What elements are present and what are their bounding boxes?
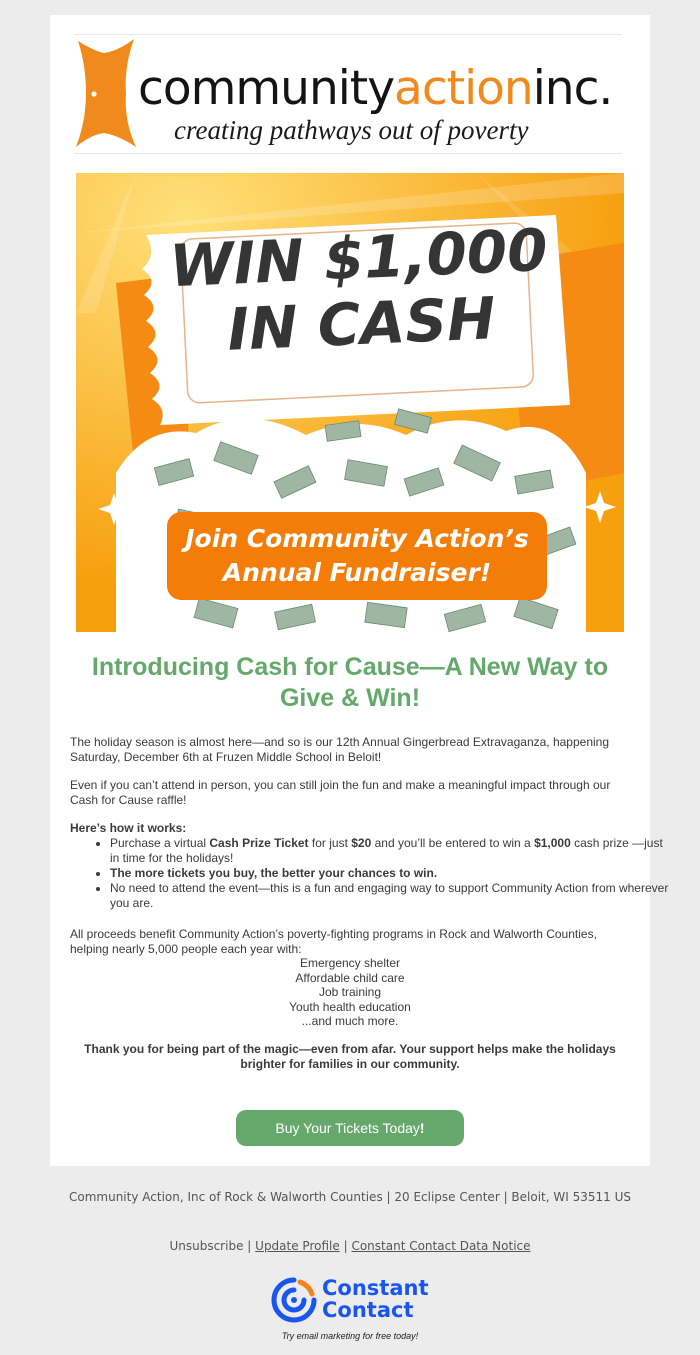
thanks-message: Thank you for being part of the magic—even from afar. Your support helps make the holidays brighter for families in our community.: [84, 1042, 616, 1071]
proceeds-paragraph: All proceeds benefit Community Action’s poverty-fighting programs in Rock and Walworth Counties, helping nearly 5,000 people each year with:: [70, 927, 597, 956]
constant-contact-icon: [270, 1276, 318, 1324]
unsubscribe-link[interactable]: Unsubscribe: [169, 1239, 244, 1253]
benefit-item: Emergency shelter: [299, 956, 401, 970]
hero-headline: WIN $1,000 IN CASH: [168, 215, 549, 364]
brand-wordmark: communityactioninc.: [138, 61, 613, 116]
list-item: • Purchase a virtual Cash Prize Ticket for just $20 and you’ll be entered to win a $1,000 cash prize —just in time for the holidays!: [110, 836, 672, 866]
raffle-paragraph: Even if you can’t attend in person, you can still join the fun and make a meaningful impact through our Cash for Cause raffle!: [70, 778, 611, 807]
benefit-item: Affordable child care: [295, 970, 405, 985]
buy-tickets-button[interactable]: Buy Your Tickets Today !: [236, 1110, 464, 1146]
update-profile-link[interactable]: Update Profile: [255, 1239, 340, 1253]
list-item: • The more tickets you buy, the better your chances to win.: [110, 866, 672, 881]
how-it-works-list: [70, 836, 672, 911]
section-title: Introducing Cash for Cause—A New Way to Give & Win!: [91, 653, 609, 712]
community-action-logo-icon: [74, 37, 138, 149]
how-it-works-label: Here’s how it works:: [70, 821, 187, 835]
hero-fundraiser-badge: Join Community Action’s Annual Fundraiser!: [167, 512, 547, 600]
hero-banner[interactable]: [76, 173, 624, 632]
benefits-list: [70, 956, 630, 1029]
constant-contact-logo[interactable]: [270, 1276, 440, 1326]
data-notice-link[interactable]: Constant Contact Data Notice: [351, 1239, 531, 1253]
brand-tagline: creating pathways out of poverty: [174, 115, 529, 145]
benefit-item: ...and much more.: [301, 1014, 399, 1029]
benefit-item: Job training: [318, 985, 382, 1000]
footer-address: Community Action, Inc of Rock & Walworth Counties | 20 Eclipse Center | Beloit, WI 53511 US: [69, 1190, 631, 1204]
footer-links: Unsubscribe | Update Profile | Constant Contact Data Notice: [169, 1239, 531, 1253]
benefit-item: Youth health education: [289, 999, 411, 1014]
constant-contact-wordmark: Constant Contact: [322, 1276, 429, 1322]
constant-contact-tagline[interactable]: Try email marketing for free today!: [281, 1331, 419, 1341]
list-item: • No need to attend the event—this is a fun and engaging way to support Community Action from wherever you are.: [110, 881, 672, 911]
brand-header[interactable]: [74, 34, 622, 154]
intro-paragraph: The holiday season is almost here—and so is our 12th Annual Gingerbread Extravaganza, happening Saturday, December 6th at Fruzen Middle School in Beloit!: [70, 735, 610, 764]
